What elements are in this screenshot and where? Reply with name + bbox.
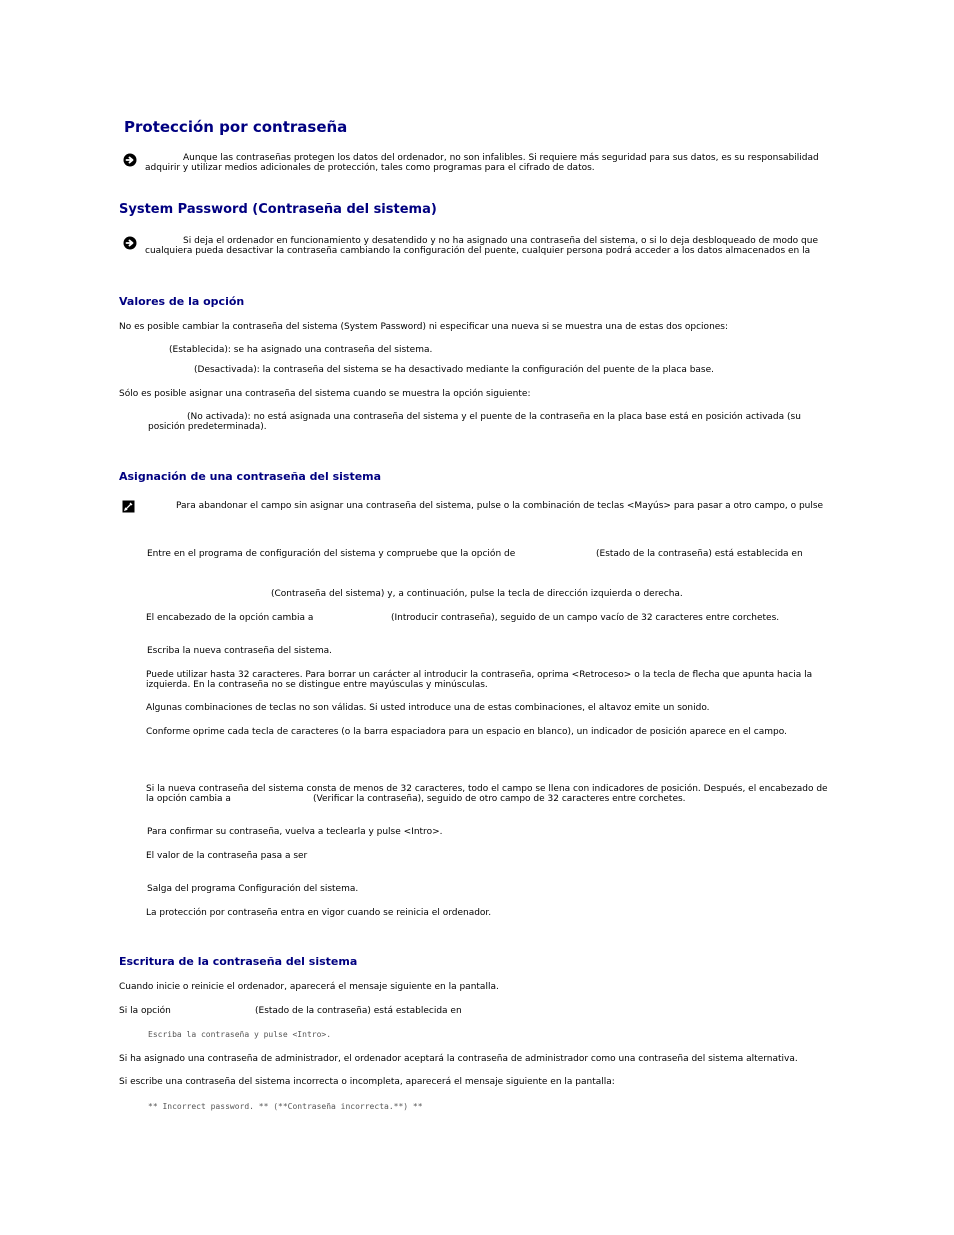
step4-detail-a: Si la nueva contraseña del sistema consta de menos de 32 caracteres, todo el campo se llena con indicadores de posición. Después, el encabezado de	[146, 784, 828, 794]
assign-note: Para abandonar el campo sin asignar una contraseña del sistema, pulse o la combinación de teclas <Mayús> para pasar a otro campo, o pulse	[176, 501, 824, 511]
typing-p4: Si escribe una contraseña del sistema incorrecta o incompleta, aparecerá el mensaje siguiente en la pantalla:	[119, 1077, 615, 1087]
code-prompt: Escriba la contraseña y pulse <Intro>.	[148, 1030, 332, 1039]
notice-text-line2: cualquiera pueda desactivar la contraseña cambiando la configuración del puente, cualquier persona podrá acceder a los datos almacenados en la	[145, 246, 811, 256]
step2-detail-b: (Introducir contraseña), seguido de un campo vacío de 32 caracteres entre corchetes.	[391, 613, 780, 623]
step3-detail1-b: izquierda. En la contraseña no se distingue entre mayúsculas y minúsculas.	[146, 680, 488, 690]
step4-detail-b1: la opción cambia a	[146, 794, 231, 804]
values-only-possible: Sólo es posible asignar una contraseña del sistema cuando se muestra la opción siguiente:	[119, 389, 531, 399]
note-icon	[122, 500, 135, 513]
step6-text: Salga del programa Configuración del sistema.	[147, 884, 359, 894]
typing-p2-a: Si la opción	[119, 1006, 171, 1016]
step5-text: Para confirmar su contraseña, vuelva a teclearla y pulse <Intro>.	[147, 827, 443, 837]
step4-detail-b2: (Verificar la contraseña), seguido de otro campo de 32 caracteres entre corchetes.	[313, 794, 686, 804]
code-incorrect: ** Incorrect password. ** (**Contraseña incorrecta.**) **	[148, 1102, 423, 1111]
notice-text-line2: adquirir y utilizar medios adicionales de protección, tales como programas para el cifrado de datos.	[145, 163, 595, 173]
step3-text: Escriba la nueva contraseña del sistema.	[147, 646, 333, 656]
notice-icon	[123, 236, 137, 250]
values-intro: No es posible cambiar la contraseña del sistema (System Password) ni especificar una nueva si se muestra una de estas dos opciones:	[119, 322, 729, 332]
section-heading-system-password: System Password (Contraseña del sistema)	[119, 202, 437, 217]
section-heading-values: Valores de la opción	[119, 295, 245, 308]
step5-detail: El valor de la contraseña pasa a ser	[146, 851, 308, 861]
step3-detail2: Algunas combinaciones de teclas no son válidas. Si usted introduce una de estas combinaciones, el altavoz emite un sonido.	[146, 703, 710, 713]
typing-p1: Cuando inicie o reinicie el ordenador, aparecerá el mensaje siguiente en la pantalla.	[119, 982, 499, 992]
step3-detail3: Conforme oprime cada tecla de caracteres (o la barra espaciadora para un espacio en blanco), un indicador de posición aparece en el campo.	[146, 727, 787, 737]
notice-text-line1: Si deja el ordenador en funcionamiento y desatendido y no ha asignado una contraseña del sistema, o si lo deja desbloqueado de modo que	[183, 236, 819, 246]
option-not-enabled-line2: posición predeterminada).	[148, 422, 267, 432]
page-title: Protección por contraseña	[124, 118, 348, 136]
step3-detail1-a: Puede utilizar hasta 32 caracteres. Para borrar un carácter al introducir la contraseña, oprima <Retroceso> o la tecla de flecha que apunta hacia la	[146, 670, 813, 680]
section-heading-typing: Escritura de la contraseña del sistema	[119, 955, 358, 968]
step2-detail-a: El encabezado de la opción cambia a	[146, 613, 314, 623]
typing-p3: Si ha asignado una contraseña de administrador, el ordenador aceptará la contraseña de administrador como una contraseña del sistema alternativa.	[119, 1054, 798, 1064]
option-disabled: (Desactivada): la contraseña del sistema se ha desactivado mediante la configuración del puente de la placa base.	[194, 365, 715, 375]
notice-icon	[123, 153, 137, 167]
step2-text: (Contraseña del sistema) y, a continuación, pulse la tecla de dirección izquierda o derecha.	[271, 589, 683, 599]
notice-text-line1: Aunque las contraseñas protegen los datos del ordenador, no son infalibles. Si requiere más seguridad para sus datos, es su responsabilidad	[183, 153, 819, 163]
section-heading-assign: Asignación de una contraseña del sistema	[119, 470, 382, 483]
option-enabled: (Establecida): se ha asignado una contraseña del sistema.	[169, 345, 433, 355]
step1-text-b: (Estado de la contraseña) está establecida en	[596, 549, 803, 559]
option-not-enabled-line1: (No activada): no está asignada una contraseña del sistema y el puente de la contraseña en la placa base está en posición activada (su	[187, 412, 801, 422]
step1-text-a: Entre en el programa de configuración del sistema y compruebe que la opción de	[147, 549, 516, 559]
step6-detail: La protección por contraseña entra en vigor cuando se reinicia el ordenador.	[146, 908, 492, 918]
typing-p2-b: (Estado de la contraseña) está establecida en	[255, 1006, 462, 1016]
